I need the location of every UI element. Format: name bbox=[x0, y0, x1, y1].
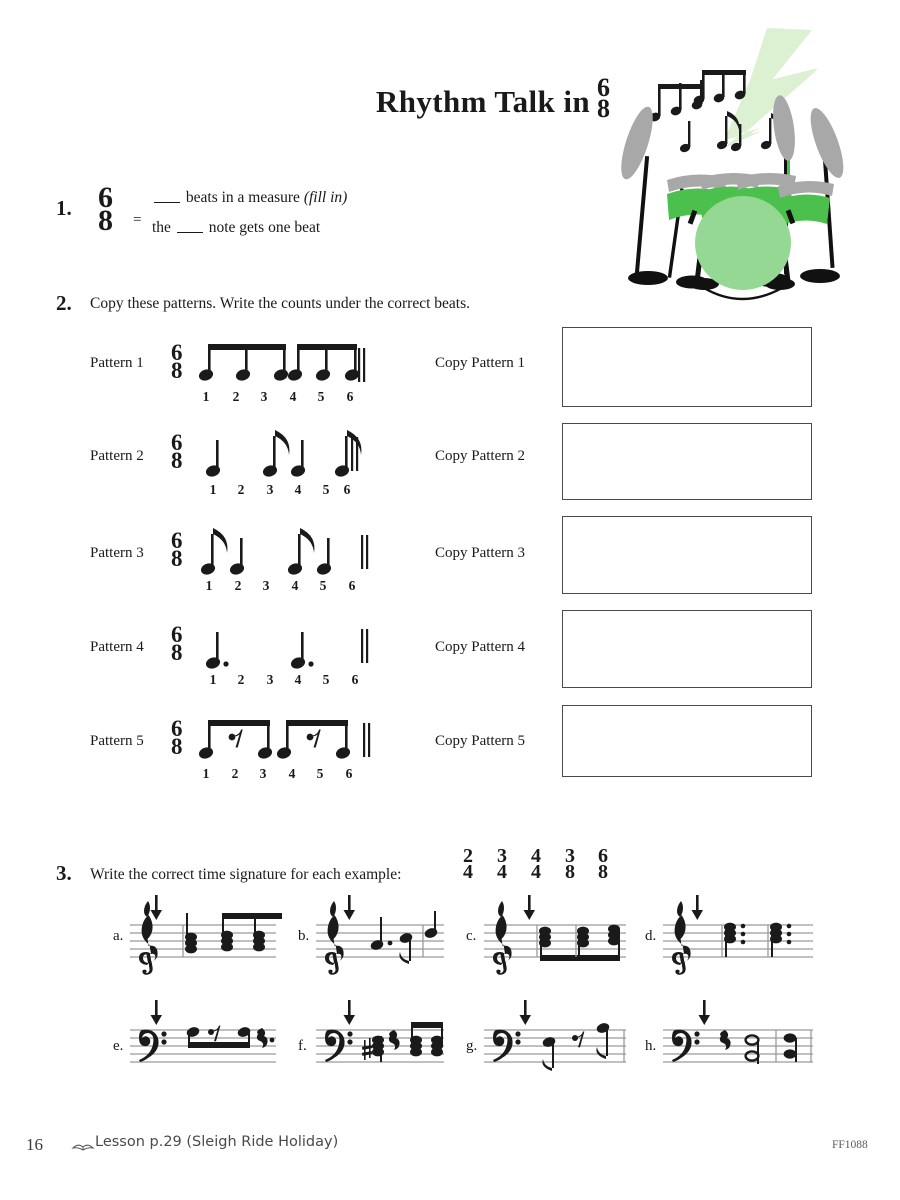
option-1-numerator: 2 bbox=[463, 845, 473, 867]
example-g-letter: g. bbox=[466, 1038, 478, 1054]
treble-clef-d bbox=[672, 901, 691, 975]
pattern-1-label: Pattern 1 bbox=[90, 355, 144, 371]
item-1-line-1-text: beats in a measure bbox=[185, 189, 300, 206]
copy-pattern-2-label: Copy Pattern 2 bbox=[435, 448, 525, 464]
pattern-1-time-signature bbox=[171, 340, 183, 383]
page-number: 16 bbox=[26, 1135, 43, 1154]
example-d-letter: d. bbox=[645, 928, 657, 944]
pattern-3-label: Pattern 3 bbox=[90, 545, 144, 561]
item-1-equals-sign: = bbox=[133, 212, 142, 228]
copy-pattern-1-box[interactable] bbox=[562, 327, 812, 407]
example-c-letter: c. bbox=[466, 928, 477, 944]
item-1-number: 1. bbox=[56, 196, 72, 220]
pattern-4-count-6: 6 bbox=[351, 672, 359, 687]
pattern-5-count-3: 3 bbox=[259, 766, 267, 781]
pattern-1-count-2: 2 bbox=[232, 389, 240, 404]
copy-pattern-1-label: Copy Pattern 1 bbox=[435, 355, 525, 371]
pattern-1-timesig-numerator: 6 bbox=[171, 340, 183, 365]
example-d[interactable] bbox=[663, 893, 813, 965]
pattern-3-timesig-numerator: 6 bbox=[171, 528, 183, 553]
item-3-option-3-4[interactable] bbox=[497, 845, 507, 883]
pattern-3-count-6: 6 bbox=[348, 578, 356, 593]
pattern-5-count-4: 4 bbox=[288, 766, 296, 781]
option-1-denominator: 4 bbox=[463, 860, 473, 883]
notes-d bbox=[724, 923, 791, 957]
notes-e bbox=[185, 1026, 274, 1049]
arrow-e bbox=[151, 1000, 163, 1025]
pattern-1-count-3: 3 bbox=[260, 389, 268, 404]
book-icon bbox=[72, 1139, 94, 1152]
example-b-letter: b. bbox=[298, 928, 310, 944]
pattern-3-counts bbox=[200, 578, 370, 596]
pattern-4-counts bbox=[200, 672, 370, 690]
pattern-3-count-2: 2 bbox=[234, 578, 242, 593]
item-1-line-2-text: note gets one beat bbox=[208, 219, 321, 236]
pattern-2-label: Pattern 2 bbox=[90, 448, 144, 464]
pattern-1-count-6: 6 bbox=[346, 389, 354, 404]
footer-lesson-reference: Lesson p.29 (Sleigh Ride Holiday) bbox=[95, 1134, 339, 1150]
pattern-4-double-barline bbox=[360, 629, 372, 663]
pattern-4-notation bbox=[200, 622, 360, 674]
copy-pattern-5-label: Copy Pattern 5 bbox=[435, 733, 525, 749]
pattern-2-count-5: 5 bbox=[322, 482, 330, 497]
item-1-fill-in-hint: (fill in) bbox=[303, 189, 348, 206]
pattern-3-count-1: 1 bbox=[205, 578, 213, 593]
pattern-2-count-2: 2 bbox=[237, 482, 245, 497]
pattern-2-count-6: 6 bbox=[343, 482, 351, 497]
pattern-1-count-5: 5 bbox=[317, 389, 325, 404]
notes-b bbox=[369, 911, 438, 964]
option-4-numerator: 3 bbox=[565, 845, 575, 867]
pattern-2-timesig-numerator: 6 bbox=[171, 430, 183, 455]
pattern-4-count-1: 1 bbox=[209, 672, 217, 687]
pattern-3-count-3: 3 bbox=[262, 578, 270, 593]
option-3-denominator: 4 bbox=[531, 860, 541, 883]
item-3-instruction: Write the correct time signature for each example: bbox=[90, 866, 402, 883]
pattern-2-count-4: 4 bbox=[294, 482, 302, 497]
option-2-denominator: 4 bbox=[497, 860, 507, 883]
item-3-option-6-8[interactable] bbox=[598, 845, 608, 883]
pattern-2-counts bbox=[200, 482, 370, 500]
pattern-4-timesig-numerator: 6 bbox=[171, 622, 183, 647]
pattern-1-count-4: 4 bbox=[289, 389, 297, 404]
pattern-5-label: Pattern 5 bbox=[90, 733, 144, 749]
copy-pattern-3-label: Copy Pattern 3 bbox=[435, 545, 525, 561]
title-timesig-numerator: 6 bbox=[597, 73, 610, 102]
arrow-b bbox=[344, 895, 356, 920]
notes-c bbox=[539, 925, 620, 961]
pattern-5-count-2: 2 bbox=[231, 766, 239, 781]
item-1-blank-note[interactable] bbox=[177, 232, 203, 233]
option-2-numerator: 3 bbox=[497, 845, 507, 867]
example-g[interactable] bbox=[484, 1000, 626, 1072]
option-5-numerator: 6 bbox=[598, 845, 608, 867]
title-time-signature bbox=[597, 73, 610, 123]
copy-pattern-4-box[interactable] bbox=[562, 610, 812, 688]
arrow-f bbox=[344, 1000, 356, 1025]
item-2-instruction: Copy these patterns. Write the counts under the correct beats. bbox=[90, 295, 471, 312]
pattern-5-timesig-denominator: 8 bbox=[171, 733, 183, 759]
pattern-2-time-signature bbox=[171, 430, 183, 473]
copy-pattern-3-box[interactable] bbox=[562, 516, 812, 594]
drum-kit-illustration bbox=[612, 28, 892, 300]
item-1-timesig-numerator: 6 bbox=[98, 181, 113, 214]
pattern-1-double-barline bbox=[357, 348, 369, 382]
pattern-2-notation bbox=[200, 430, 360, 482]
page-title-text: Rhythm Talk in bbox=[375, 84, 590, 119]
sharp-sign-f bbox=[362, 1038, 372, 1060]
option-3-numerator: 4 bbox=[531, 845, 541, 867]
arrow-d bbox=[692, 895, 704, 920]
arrow-a bbox=[151, 895, 163, 920]
pattern-4-count-5: 5 bbox=[322, 672, 330, 687]
pattern-5-notation bbox=[200, 716, 365, 768]
example-h[interactable] bbox=[663, 1000, 813, 1072]
example-h-letter: h. bbox=[645, 1038, 657, 1054]
item-1-line-2 bbox=[152, 219, 320, 237]
notes-f bbox=[372, 1022, 443, 1062]
pattern-4-count-4: 4 bbox=[294, 672, 302, 687]
example-e-letter: e. bbox=[113, 1038, 124, 1054]
example-f[interactable] bbox=[316, 1000, 444, 1072]
pattern-3-double-barline bbox=[360, 535, 372, 569]
item-3-option-4-4[interactable] bbox=[531, 845, 541, 883]
pattern-2-count-3: 3 bbox=[266, 482, 274, 497]
pattern-3-time-signature bbox=[171, 528, 183, 571]
pattern-4-count-2: 2 bbox=[237, 672, 245, 687]
copy-pattern-5-box[interactable] bbox=[562, 705, 812, 777]
pattern-5-double-barline bbox=[362, 723, 374, 757]
pattern-5-counts bbox=[200, 766, 370, 784]
page-title bbox=[0, 73, 610, 123]
pattern-2-double-barline bbox=[350, 437, 362, 471]
example-a[interactable] bbox=[130, 893, 276, 965]
pattern-5-count-1: 1 bbox=[202, 766, 210, 781]
item-1-line-2-prefix: the bbox=[152, 219, 171, 236]
pattern-1-count-1: 1 bbox=[202, 389, 210, 404]
item-1-time-signature bbox=[98, 181, 113, 238]
pattern-4-time-signature bbox=[171, 622, 183, 665]
item-1-blank-beats[interactable] bbox=[154, 202, 180, 203]
pattern-5-timesig-numerator: 6 bbox=[171, 716, 183, 741]
option-5-denominator: 8 bbox=[598, 860, 608, 883]
pattern-2-timesig-denominator: 8 bbox=[171, 447, 183, 473]
catalog-number: FF1088 bbox=[832, 1139, 868, 1151]
copy-pattern-2-box[interactable] bbox=[562, 423, 812, 500]
pattern-3-count-4: 4 bbox=[291, 578, 299, 593]
pattern-1-counts bbox=[200, 389, 370, 407]
arrow-g bbox=[520, 1000, 532, 1025]
pattern-5-count-6: 6 bbox=[345, 766, 353, 781]
arrow-c bbox=[524, 895, 536, 920]
item-3-option-2-4[interactable] bbox=[463, 845, 473, 883]
item-1-line-1 bbox=[152, 189, 347, 207]
pattern-4-count-3: 3 bbox=[266, 672, 274, 687]
pattern-3-timesig-denominator: 8 bbox=[171, 545, 183, 571]
pattern-5-count-5: 5 bbox=[316, 766, 324, 781]
cymbals bbox=[615, 94, 850, 183]
pattern-1-notation bbox=[200, 340, 365, 390]
item-1-timesig-denominator: 8 bbox=[98, 204, 113, 238]
pattern-4-label: Pattern 4 bbox=[90, 639, 144, 655]
example-a-letter: a. bbox=[113, 928, 124, 944]
pattern-3-notation bbox=[200, 528, 360, 580]
title-timesig-denominator: 8 bbox=[597, 93, 610, 123]
pattern-1-timesig-denominator: 8 bbox=[171, 357, 183, 383]
example-e[interactable] bbox=[130, 1000, 276, 1072]
pattern-2-count-1: 1 bbox=[209, 482, 217, 497]
bass-drum bbox=[695, 196, 791, 290]
treble-clef-c bbox=[493, 901, 512, 975]
item-2-number: 2. bbox=[56, 291, 72, 315]
arrow-h bbox=[699, 1000, 711, 1025]
pattern-4-timesig-denominator: 8 bbox=[171, 639, 183, 665]
example-b[interactable] bbox=[316, 893, 444, 965]
copy-pattern-4-label: Copy Pattern 4 bbox=[435, 639, 525, 655]
item-3-number: 3. bbox=[56, 861, 72, 885]
pattern-3-count-5: 5 bbox=[319, 578, 327, 593]
pattern-5-time-signature bbox=[171, 716, 183, 759]
notes-h bbox=[720, 1030, 797, 1064]
item-3-option-3-8[interactable] bbox=[565, 845, 575, 883]
example-f-letter: f. bbox=[298, 1038, 307, 1054]
example-c[interactable] bbox=[484, 893, 626, 965]
option-4-denominator: 8 bbox=[565, 860, 575, 883]
treble-clef-b bbox=[325, 901, 344, 975]
